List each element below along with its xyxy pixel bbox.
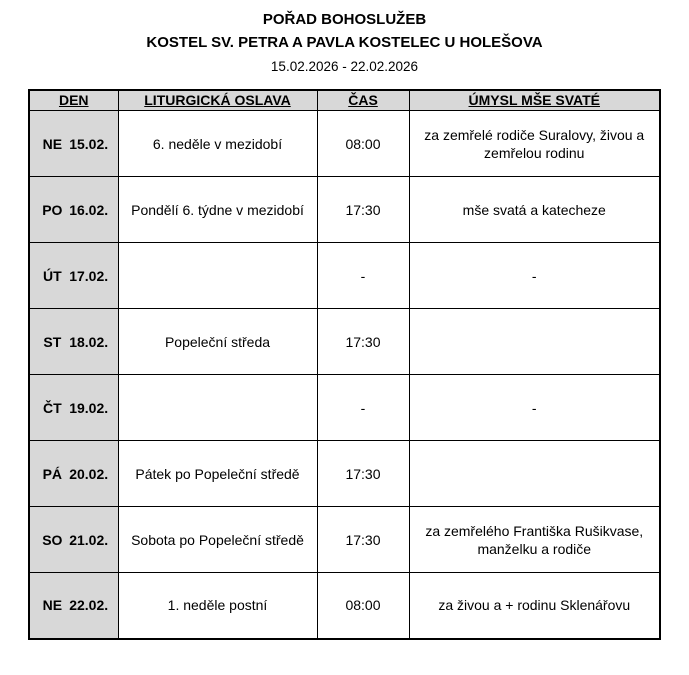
- col-header-liturgicka-oslava: LITURGICKÁ OSLAVA: [118, 90, 317, 111]
- col-header-umysl-mse-svate: ÚMYSL MŠE SVATÉ: [409, 90, 660, 111]
- time-cell: 17:30: [317, 309, 409, 375]
- day-date: 20.02.: [69, 465, 109, 482]
- day-cell: [29, 309, 118, 375]
- day-abbrev: PÁ: [42, 465, 63, 482]
- time-cell: 17:30: [317, 441, 409, 507]
- schedule-table: [28, 89, 661, 640]
- day-date: 22.02.: [69, 597, 109, 614]
- day-cell: [29, 111, 118, 177]
- celebration-cell: 6. neděle v mezidobí: [118, 111, 317, 177]
- day-date: 21.02.: [69, 531, 109, 548]
- time-cell: 17:30: [317, 507, 409, 573]
- time-cell: -: [317, 375, 409, 441]
- intention-cell: za zemřelého Františka Rušikvase, manželku a rodiče: [409, 507, 660, 573]
- celebration-cell: Pondělí 6. týdne v mezidobí: [118, 177, 317, 243]
- day-abbrev: ČT: [42, 399, 62, 416]
- celebration-cell: [118, 375, 317, 441]
- church-name: KOSTEL SV. PETRA A PAVLA KOSTELEC U HOLEŠOVA: [146, 34, 543, 52]
- time-cell: 08:00: [317, 573, 409, 639]
- col-header-den: DEN: [29, 90, 118, 111]
- day-cell: [29, 177, 118, 243]
- title-block: [0, 10, 689, 76]
- celebration-cell: [118, 243, 317, 309]
- intention-cell: za zemřelé rodiče Suralovy, živou a zemřelou rodinu: [409, 111, 660, 177]
- celebration-cell: Sobota po Popeleční středě: [118, 507, 317, 573]
- table-row: [29, 573, 660, 639]
- table-row: [29, 441, 660, 507]
- table-row: [29, 309, 660, 375]
- intention-cell: za živou a + rodinu Sklenářovu: [409, 573, 660, 639]
- day-abbrev: PO: [42, 201, 63, 218]
- day-date: 15.02.: [69, 135, 109, 152]
- day-cell: [29, 507, 118, 573]
- day-cell: [29, 375, 118, 441]
- celebration-cell: 1. neděle postní: [118, 573, 317, 639]
- day-abbrev: NE: [42, 597, 63, 614]
- day-abbrev: ÚT: [42, 267, 62, 284]
- day-abbrev: SO: [42, 531, 63, 548]
- table-row: [29, 507, 660, 573]
- day-cell: [29, 573, 118, 639]
- celebration-cell: Popeleční středa: [118, 309, 317, 375]
- table-row: [29, 375, 660, 441]
- day-cell: [29, 441, 118, 507]
- time-cell: -: [317, 243, 409, 309]
- day-date: 18.02.: [69, 333, 109, 350]
- document-title: POŘAD BOHOSLUŽEB: [262, 11, 427, 28]
- table-row: [29, 243, 660, 309]
- intention-cell: -: [409, 375, 660, 441]
- day-cell: [29, 243, 118, 309]
- time-cell: 17:30: [317, 177, 409, 243]
- intention-cell: [409, 441, 660, 507]
- day-abbrev: ST: [43, 333, 62, 350]
- table-row: [29, 177, 660, 243]
- celebration-cell: Pátek po Popeleční středě: [118, 441, 317, 507]
- col-header-cas: ČAS: [317, 90, 409, 111]
- day-date: 19.02.: [69, 399, 109, 416]
- time-cell: 08:00: [317, 111, 409, 177]
- header-row: [29, 90, 660, 111]
- day-date: 17.02.: [69, 267, 109, 284]
- intention-cell: [409, 309, 660, 375]
- intention-cell: -: [409, 243, 660, 309]
- day-date: 16.02.: [69, 201, 109, 218]
- table-row: [29, 111, 660, 177]
- intention-cell: mše svatá a katecheze: [409, 177, 660, 243]
- day-abbrev: NE: [42, 135, 63, 152]
- date-range: 15.02.2026 - 22.02.2026: [270, 58, 419, 74]
